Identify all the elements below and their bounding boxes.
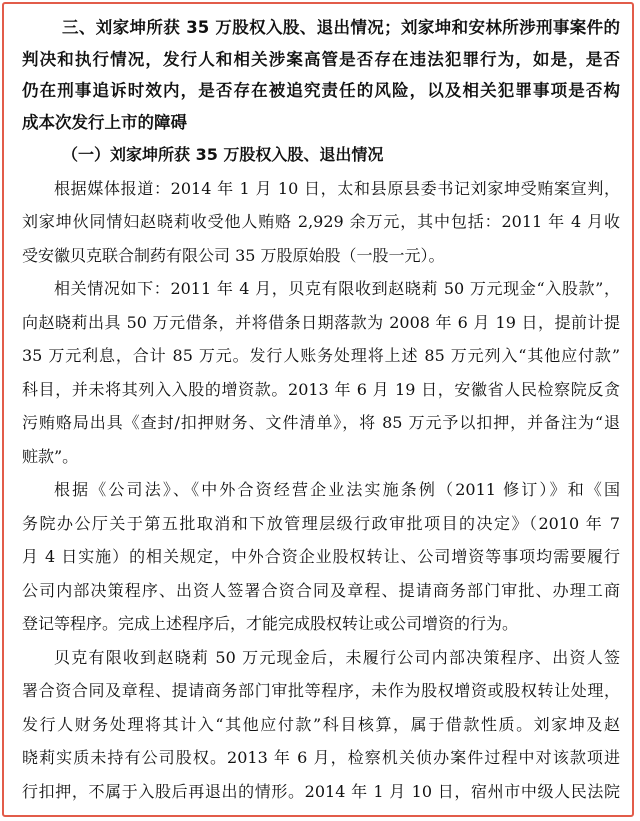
body-line: 行扣押，不属于入股后再退出的情形。2014 年 1 月 10 日，宿州市中级人民法院	[22, 781, 620, 801]
paragraph-2	[22, 272, 620, 473]
subsection-heading: （一）刘家坤所获 35 万股权入股、退出情况	[62, 145, 384, 164]
body-line: 科目，并未将其列入入股的增资款。2013 年 6 月 19 日，安徽省人民检察院反贪	[22, 379, 620, 399]
heading-line: 三、刘家坤所获 35 万股权入股、退出情况；刘家坤和安林所涉刑事案件的	[62, 18, 620, 37]
body-line: 相关情况如下：2011 年 4 月，贝克有限收到赵晓莉 50 万元现金“入股款”，	[54, 279, 620, 298]
paragraph-3	[22, 473, 620, 641]
body-line: 晓莉实质未持有公司股权。2013 年 6 月，检察机关侦办案件过程中对该款项进	[22, 748, 620, 767]
heading-line: 仍在刑事追诉时效内，是否存在被追究责任的风险，以及相关犯罪事项是否构	[22, 81, 620, 100]
heading-line: 判决和执行情况，发行人和相关涉案高管是否存在违法犯罪行为，如是，是否	[22, 49, 620, 69]
body-line: 务院办公厅关于第五批取消和下放管理层级行政审批项目的决定》（2010 年 7	[22, 513, 620, 533]
body-line: 污贿赂局出具《查封/扣押财务、文件清单》，将 85 万元予以扣押，并备注为“退	[22, 413, 620, 432]
body-line: 贝克有限收到赵晓莉 50 万元现金后，未履行公司内部决策程序、出资人签	[54, 647, 620, 667]
section-heading	[22, 12, 620, 138]
heading-line: 成本次发行上市的障碍	[22, 112, 187, 132]
body-line: 根据媒体报道：2014 年 1 月 10 日，太和县原县委书记刘家坤受贿案宣判，	[54, 178, 620, 198]
body-line: 发行人财务处理将其计入“其他应付款”科目核算，属于借款性质。刘家坤及赵	[22, 714, 620, 734]
body-line: 署合资合同及章程、提请商务部门审批等程序，未作为股权增资或股权转让处理，	[22, 681, 620, 700]
body-line: 35 万元利息，合计 85 万元。发行人账务处理将上述 85 万元列入“其他应付款”	[22, 346, 620, 365]
document-frame	[2, 2, 634, 817]
body-line: 月 4 日实施）的相关规定，中外合资企业股权转让、公司增资等事项均需要履行	[22, 547, 620, 566]
body-line: 登记等程序。完成上述程序后，才能完成股权转让或公司增资的行为。	[22, 614, 519, 633]
paragraph-4	[22, 641, 620, 809]
body-line: 根据《公司法》、《中外合资经营企业法实施条例（2011 修订）》和《国	[54, 480, 620, 499]
body-line: 刘家坤伙同情妇赵晓莉收受他人贿赂 2,929 余万元，其中包括：2011 年 4 月收	[22, 212, 620, 231]
paragraph-1	[22, 172, 620, 273]
body-line: 赃款”。	[22, 446, 79, 466]
body-line: 向赵晓莉出具 50 万元借条，并将借条日期落款为 2008 年 6 月 19 日，提前计提	[22, 312, 620, 332]
document-content	[22, 12, 620, 808]
body-line: 公司内部决策程序、出资人签署合资合同及章程、提请商务部门审批、办理工商	[22, 580, 620, 600]
body-line: 受安徽贝克联合制药有限公司 35 万股原始股（一股一元）。	[22, 245, 445, 265]
